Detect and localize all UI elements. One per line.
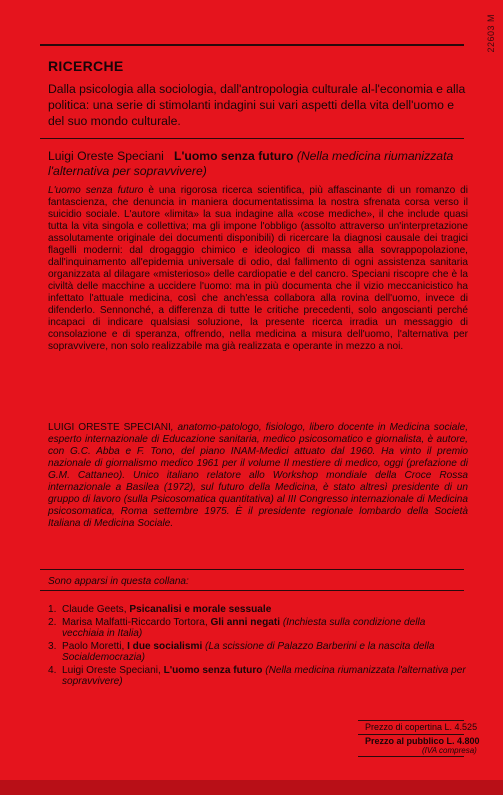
synopsis-title-ref: L'uomo senza futuro	[48, 185, 144, 196]
item-number: 3.	[48, 640, 57, 652]
cover-price: Prezzo di copertina L. 4.525	[365, 722, 478, 732]
public-price: Prezzo al pubblico L. 4.800	[365, 736, 480, 746]
price-divider-bottom	[358, 756, 464, 757]
collection-list	[48, 604, 468, 689]
item-title: Gli anni negati	[210, 616, 281, 628]
item-note: (Inchiesta sulla condizione della vecchiaia in Italia)	[62, 616, 426, 639]
collection-top-divider	[40, 569, 464, 570]
item-number: 1.	[48, 604, 57, 615]
list-item	[48, 641, 468, 664]
list-item	[48, 665, 468, 688]
item-note: (Nella medicina riumanizzata l'alternativa per sopravvivere)	[62, 664, 466, 687]
top-divider	[40, 44, 464, 46]
item-author: Paolo Moretti,	[62, 640, 128, 652]
series-description: Dalla psicologia alla sociologia, dall'antropologia culturale al-l'economia e alla politica: una serie di stimolanti indagini sui vari aspetti della vita dell'uomo e del suo mondo culturale.	[48, 82, 466, 128]
collection-heading: Sono apparsi in questa collana:	[48, 576, 189, 587]
price-divider-top	[358, 720, 464, 721]
book-author: Luigi Oreste Speciani	[48, 149, 164, 163]
item-note: (La scissione di Palazzo Barberini e la nascita della Socialdemocrazia)	[62, 640, 435, 663]
bio-text: , anatomo-patologo, fisiologo, libero docente in Medicina sociale, esperto internazionale di Educazione sanitaria, medico psicosomatico e giornalista, è autore, con G.C. Abba e F. Tono, del piano INAM-Medici attuato dal 1960. Ha vinto il premio nazionale di giornalismo medico 1961 per il volume Il mestiere di medico, oggi (prefazione di G.M. Cattaneo). Unico italiano relatore allo Workshop mondiale della Croce Rossa internazionale a Basilea (1972), sul futuro della Medicina, è stato altresì presidente di un gruppo di lavoro (sulla Psicosomatica quantitativa) al III Congresso internazionale di Medicina psicosomatica, Roma settembre 1975. È il presidente regionale lombardo della Società Italiana di Medicina Sociale.	[48, 422, 469, 529]
synopsis	[48, 185, 468, 353]
author-bio	[48, 422, 468, 530]
item-number: 4.	[48, 664, 57, 676]
book-heading	[48, 149, 468, 179]
synopsis-text: è una rigorosa ricerca scientifica, più affascinante di un romanzo di fantascienza, che denuncia in maniera documentatissima la nostra sfrenata corsa verso il suicidio sociale. L'autore «limita» la sua indagine alla «cose mediche», il che include quasi tutta la vita singola e collettiva; ma gli impone l'obbligo (assolto attraverso un'interpretazione assolutamente originale dei documenti disponibili) di ricercare la diagnosi causale dei tragici flagelli moderni: dal drogaggio chimico e ideologico di massa alla sovrappopolazione, dall'inquinamento all'epidemia universale di odio, dal fallimento di ogni assistenza sanitaria organizzata al dilagare «misterioso» delle cardiopatie e del cancro. Speciani riscopre che è la civiltà delle macchine a uccidere l'uomo: ma in più documenta che il vizio meccanicistico ha infettato l'attuale medicina, così che anch'essa collabora alla rovina dell'uomo, invece di difenderlo. Sennonché, a differenza di tutte le critiche precedenti, solo angoscianti perché incapaci di indicare qualsiasi soluzione, la presente ricerca irradia un messaggio di consolazione e di speranza, offrendo, nella medicina a misura dell'uomo, l'alternativa per sopravvivere, non solo realizzabile ma già realizzata e operante in mezzo a noi.	[48, 185, 468, 352]
series-title: RICERCHE	[48, 58, 124, 74]
item-number: 2.	[48, 616, 57, 628]
item-author: Luigi Oreste Speciani,	[62, 664, 164, 676]
list-item	[48, 617, 468, 640]
bio-author-name: LUIGI ORESTE SPECIANI	[48, 422, 171, 433]
price-divider-mid	[358, 734, 464, 735]
item-author: Claude Geets,	[62, 604, 130, 615]
book-subtitle: (Nella medicina riumanizzata l'alternativa per sopravvivere)	[48, 149, 454, 178]
book-title: L'uomo senza futuro	[174, 149, 294, 163]
collection-divider	[40, 590, 464, 591]
vat-note: (IVA compresa)	[422, 746, 477, 755]
item-title: I due socialismi	[127, 640, 203, 652]
list-item	[48, 604, 468, 616]
catalog-code: 22603 M	[486, 14, 496, 53]
item-author: Marisa Malfatti-Riccardo Tortora,	[62, 616, 211, 628]
section-divider	[40, 138, 464, 139]
bottom-edge	[0, 780, 503, 795]
item-title: Psicanalisi e morale sessuale	[129, 604, 272, 615]
item-title: L'uomo senza futuro	[163, 664, 263, 676]
